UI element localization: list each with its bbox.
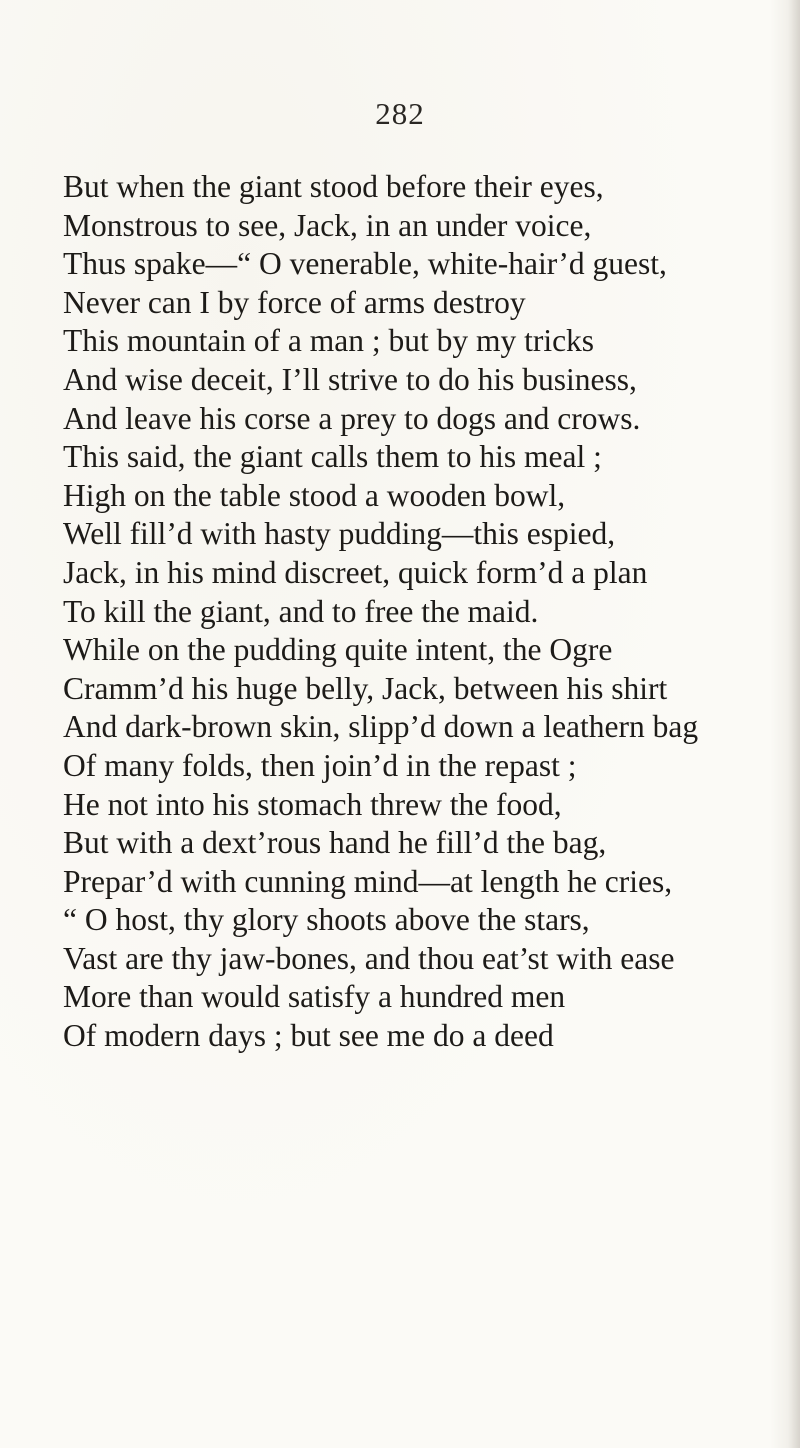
poem-line: But when the giant stood before their eyes, (63, 169, 604, 204)
poem-line: While on the pudding quite intent, the Ogre (63, 632, 613, 668)
poem-line: Of many folds, then join’d in the repast ; (63, 747, 577, 783)
poem-line: To kill the giant, and to free the maid. (63, 593, 539, 629)
page-number: 282 (375, 96, 425, 131)
poem-line: And wise deceit, I’ll strive to do his business, (63, 361, 637, 397)
poem-line: And leave his corse a prey to dogs and crows. (63, 400, 641, 436)
poem-line: More than would satisfy a hundred men (63, 979, 566, 1015)
poem-line: Never can I by force of arms destroy (63, 284, 526, 320)
poem-line: High on the table stood a wooden bowl, (63, 477, 566, 513)
poem-line: Cramm’d his huge belly, Jack, between his shirt (63, 670, 668, 706)
poem-line: “ O host, thy glory shoots above the stars, (63, 902, 590, 938)
poem-line: Monstrous to see, Jack, in an under voice, (63, 207, 592, 243)
poem-line: And dark-brown skin, slipp’d down a leathern bag (63, 709, 699, 745)
poem-line: Thus spake—“ O venerable, white-hair’d guest, (63, 246, 667, 282)
poem-line: Well fill’d with hasty pudding—this espied, (63, 516, 616, 552)
poem-line: Prepar’d with cunning mind—at length he cries, (63, 863, 673, 899)
poem-line: But with a dext’rous hand he fill’d the bag, (63, 825, 607, 861)
poem-line: This mountain of a man ; but by my tricks (63, 323, 595, 359)
poem-line: Vast are thy jaw-bones, and thou eat’st with ease (63, 940, 675, 976)
poem-text (63, 168, 793, 1056)
poem-line: Jack, in his mind discreet, quick form’d a plan (63, 554, 648, 590)
poem-line: Of modern days ; but see me do a deed (63, 1018, 554, 1054)
poem-line: This said, the giant calls them to his meal ; (63, 439, 602, 475)
poem-line: He not into his stomach threw the food, (63, 786, 562, 822)
